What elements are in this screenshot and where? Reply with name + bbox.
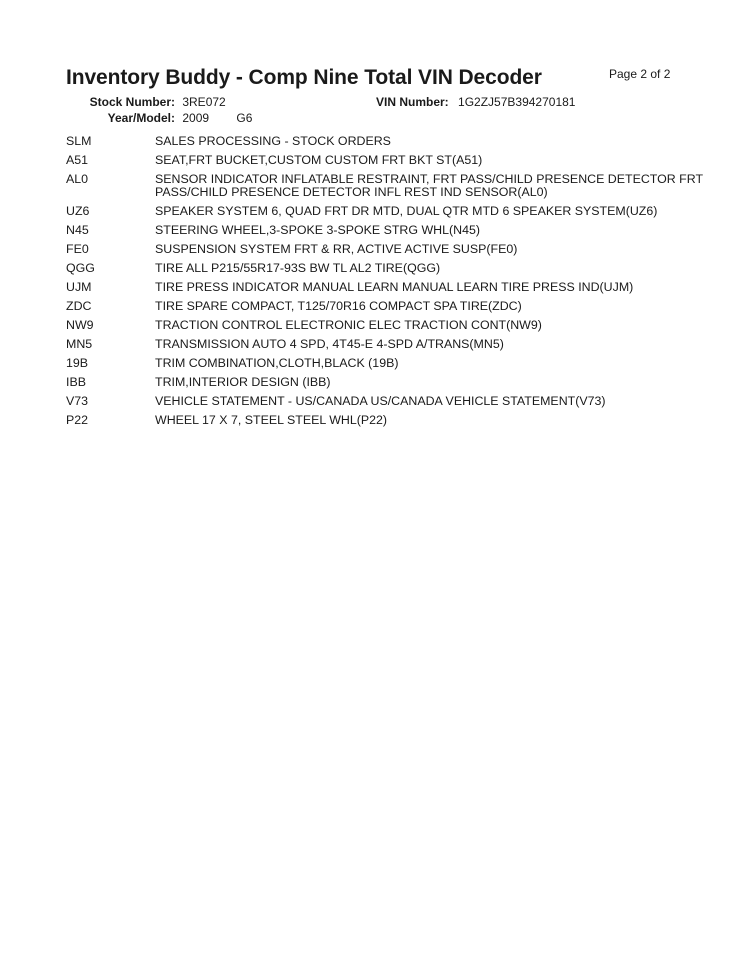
year-model-label: Year/Model: xyxy=(107,111,175,125)
option-row xyxy=(66,221,706,240)
option-description: SUSPENSION SYSTEM FRT & RR, ACTIVE ACTIVE SUSP(FE0) xyxy=(155,242,518,256)
option-description: SPEAKER SYSTEM 6, QUAD FRT DR MTD, DUAL QTR MTD 6 SPEAKER SYSTEM(UZ6) xyxy=(155,204,658,218)
option-code: QGG xyxy=(66,261,95,275)
year-value: 2009 xyxy=(182,111,210,125)
model-value: G6 xyxy=(236,111,253,125)
option-description: SENSOR INDICATOR INFLATABLE RESTRAINT, FRT PASS/CHILD PRESENCE DETECTOR FRT PASS/CHILD PRESENCE DETECTOR INFL REST IND SENSOR(AL0) xyxy=(155,172,703,199)
option-row xyxy=(66,335,706,354)
option-code: NW9 xyxy=(66,318,94,332)
option-code: UZ6 xyxy=(66,204,90,218)
option-code: FE0 xyxy=(66,242,89,256)
option-row xyxy=(66,151,706,170)
option-code: P22 xyxy=(66,413,89,427)
option-code: ZDC xyxy=(66,299,92,313)
option-description: SALES PROCESSING - STOCK ORDERS xyxy=(155,134,391,148)
option-description: TIRE PRESS INDICATOR MANUAL LEARN MANUAL LEARN TIRE PRESS IND(UJM) xyxy=(155,280,634,294)
option-code: AL0 xyxy=(66,172,89,186)
option-row xyxy=(66,316,706,335)
report-title: Inventory Buddy - Comp Nine Total VIN Decoder xyxy=(66,66,542,89)
vin-number xyxy=(376,95,575,109)
option-row xyxy=(66,354,706,373)
option-code: MN5 xyxy=(66,337,93,351)
option-row xyxy=(66,202,706,221)
option-row xyxy=(66,373,706,392)
vin-label: VIN Number: xyxy=(376,95,449,109)
option-row xyxy=(66,392,706,411)
option-row xyxy=(66,132,706,151)
page-indicator: Page 2 of 2 xyxy=(609,67,671,81)
option-code: 19B xyxy=(66,356,89,370)
option-row xyxy=(66,278,706,297)
stock-number-label: Stock Number: xyxy=(89,95,175,109)
stock-number-value: 3RE072 xyxy=(182,95,226,109)
option-row xyxy=(66,411,706,430)
option-description: WHEEL 17 X 7, STEEL STEEL WHL(P22) xyxy=(155,413,388,427)
option-code: SLM xyxy=(66,134,92,148)
option-description: SEAT,FRT BUCKET,CUSTOM CUSTOM FRT BKT ST(A51) xyxy=(155,153,483,167)
option-code: IBB xyxy=(66,375,86,389)
stock-number xyxy=(80,95,226,109)
vin-value: 1G2ZJ57B394270181 xyxy=(458,95,576,109)
option-row xyxy=(66,170,706,202)
option-description: STEERING WHEEL,3-SPOKE 3-SPOKE STRG WHL(N45) xyxy=(155,223,480,237)
option-description: TIRE SPARE COMPACT, T125/70R16 COMPACT SPA TIRE(ZDC) xyxy=(155,299,522,313)
option-row xyxy=(66,259,706,278)
option-code: A51 xyxy=(66,153,89,167)
option-code: N45 xyxy=(66,223,89,237)
option-description: VEHICLE STATEMENT - US/CANADA US/CANADA VEHICLE STATEMENT(V73) xyxy=(155,394,606,408)
option-list xyxy=(66,132,706,430)
option-description: TRANSMISSION AUTO 4 SPD, 4T45-E 4-SPD A/TRANS(MN5) xyxy=(155,337,504,351)
option-description: TIRE ALL P215/55R17-93S BW TL AL2 TIRE(QGG) xyxy=(155,261,441,275)
option-description: TRIM,INTERIOR DESIGN (IBB) xyxy=(155,375,331,389)
option-row xyxy=(66,240,706,259)
year-model xyxy=(80,111,252,125)
option-code: UJM xyxy=(66,280,92,294)
option-row xyxy=(66,297,706,316)
option-code: V73 xyxy=(66,394,89,408)
option-description: TRACTION CONTROL ELECTRONIC ELEC TRACTION CONT(NW9) xyxy=(155,318,542,332)
option-description: TRIM COMBINATION,CLOTH,BLACK (19B) xyxy=(155,356,399,370)
